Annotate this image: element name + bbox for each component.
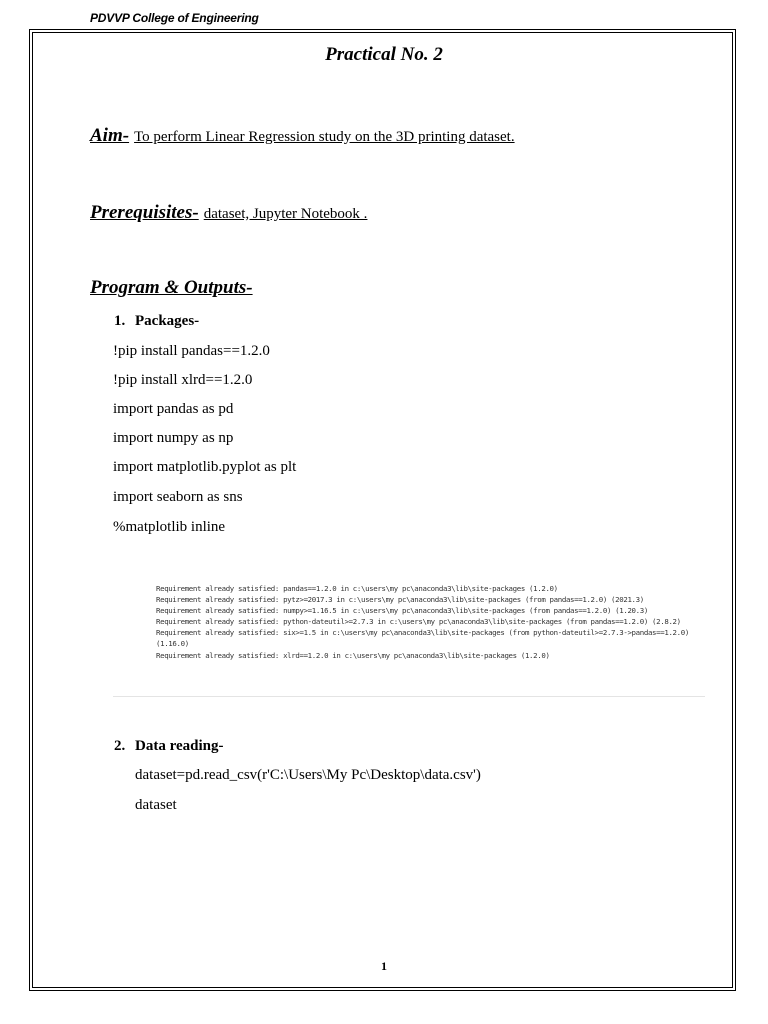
code-line: dataset=pd.read_csv(r'C:\Users\My Pc\Desktop\data.csv') [135,767,481,783]
output-line: Requirement already satisfied: python-dateutil>=2.7.3 in c:\users\my pc\anaconda3\lib\site-packages (from pandas==1.2.0) (2.8.2) [156,617,681,627]
page-border-inner [32,32,733,988]
output-line: Requirement already satisfied: six>=1.5 in c:\users\my pc\anaconda3\lib\site-packages (from python-dateutil>=2.7.3->pandas==1.2.0) (1.16.0) [156,628,694,649]
output-divider [113,696,705,697]
code-line: %matplotlib inline [113,519,226,535]
packages-heading [114,313,199,330]
code-line: import matplotlib.pyplot as plt [113,459,297,475]
prerequisites-section [90,202,367,224]
program-outputs-heading: Program & Outputs- [90,277,253,298]
packages-heading-text: Packages- [135,313,200,329]
data-reading-heading [114,738,223,755]
output-line: Requirement already satisfied: xlrd==1.2.0 in c:\users\my pc\anaconda3\lib\site-packages (1.2.0) [156,650,550,660]
code-line: !pip install xlrd==1.2.0 [113,372,253,388]
aim-text: To perform Linear Regression study on the 3D printing dataset. [134,129,515,145]
page-number: 1 [381,959,387,973]
code-line: import numpy as np [113,430,234,446]
practical-title: Practical No. 2 [325,44,443,65]
aim-section [90,125,515,147]
prerequisites-text: dataset, Jupyter Notebook . [203,206,368,222]
pip-output-block [156,583,701,661]
packages-number: 1. [114,313,126,329]
output-line: Requirement already satisfied: pandas==1.2.0 in c:\users\my pc\anaconda3\lib\site-packages (1.2.0) [156,584,558,593]
output-line: Requirement already satisfied: pytz>=2017.3 in c:\users\my pc\anaconda3\lib\site-packages (from pandas==1.2.0) (2021.3) [156,595,644,605]
college-header: PDVVP College of Engineering [90,11,259,25]
code-line: dataset [135,797,177,813]
code-line: !pip install pandas==1.2.0 [113,343,270,359]
output-line: Requirement already satisfied: numpy>=1.16.5 in c:\users\my pc\anaconda3\lib\site-packages (from pandas==1.2.0) (1.20.3) [156,606,648,616]
data-reading-heading-text: Data reading- [135,738,224,754]
prerequisites-label: Prerequisites- [90,202,199,223]
data-reading-number: 2. [114,738,126,754]
aim-label: Aim- [90,125,130,146]
code-line: import seaborn as sns [113,489,243,505]
code-line: import pandas as pd [113,401,234,417]
